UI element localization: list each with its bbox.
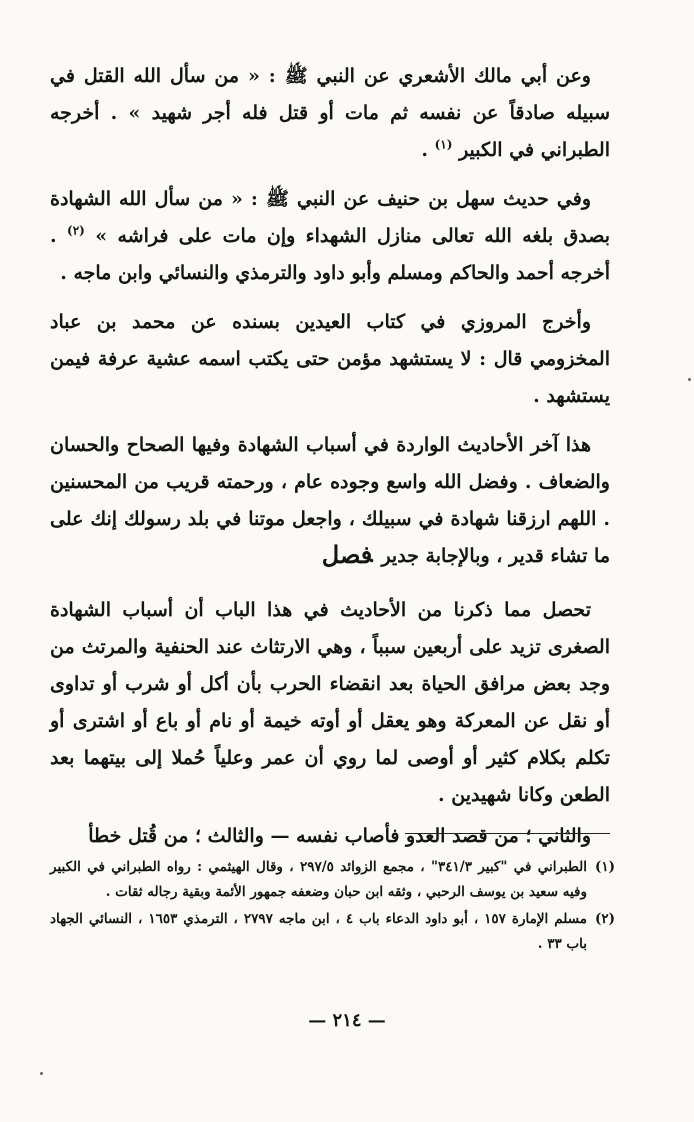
section-paragraph-2-text: والثاني ؛ من قصد العدو فأصاب نفسه — والثالث ؛ من قُتل خطأ	[88, 825, 591, 847]
paragraph-4-text: هذا آخر الأحاديث الواردة في أسباب الشهادة وفيها الصحاح والحسان والضعاف . وفضل الله واسع وجوده عام ، ورحمته قريب من المحسنين . اللهم ارزقنا شهادة في سبيلك ، واجعل موتنا في بلد رسولك إنك على ما تشاء قدير ، وبالإجابة جدير .	[50, 434, 610, 567]
paragraph-3	[50, 304, 610, 415]
scan-speck	[688, 378, 691, 381]
main-text-top	[50, 58, 610, 575]
footnote-2-text: مسلم الإمارة ١٥٧ ، أبو داود الدعاء باب ٤ ، ابن ماجه ٢٧٩٧ ، الترمذي ١٦٥٣ ، النسائي الجهاد باب ٣٣ .	[50, 911, 587, 952]
paragraph-2	[50, 181, 610, 292]
scan-speck	[40, 1072, 43, 1075]
paragraph-1	[50, 58, 610, 169]
footnote-2	[50, 907, 615, 957]
paragraph-1-text: وعن أبي مالك الأشعري عن النبي ﷺ : « من سأل الله القتل في سبيله صادقاً عن نفسه ثم مات أو قتل فله أجر شهيد » . أخرجه الطبراني في الكبير	[50, 65, 610, 161]
section-paragraph-2	[50, 818, 610, 855]
footnote-ref-1[interactable]: (١)	[434, 137, 453, 152]
paragraph-3-text: وأخرج المروزي في كتاب العيدين بسنده عن محمد بن عباد المخزومي قال : لا يستشهد مؤمن حتى يكتب اسمه عشية عرفة فيمن يستشهد .	[50, 311, 610, 407]
footnote-divider	[405, 833, 610, 834]
paragraph-1-tail: .	[421, 139, 435, 161]
section-heading-text: فصل	[321, 540, 373, 569]
main-text-bottom	[50, 592, 610, 855]
paragraph-2-text: وفي حديث سهل بن حنيف عن النبي ﷺ : « من سأل الله الشهادة بصدق بلغه الله تعالى منازل الشهداء وإن مات على فراشه »	[50, 188, 610, 247]
section-paragraph-1	[50, 592, 610, 814]
paragraph-2-tail: . أخرجه أحمد والحاكم ومسلم وأبو داود والترمذي والنسائي وابن ماجه .	[50, 225, 610, 284]
footnote-2-number: (٢)	[594, 911, 615, 927]
section-paragraph-1-text: تحصل مما ذكرنا من الأحاديث في هذا الباب أن أسباب الشهادة الصغرى تزيد على أربعين سبباً ، وهي الارتثاث عند الحنفية والمرتث من وجد بعض مرافق الحياة بعد انقضاء الحرب بأن أكل أو شرب أو تداوى أو نقل عن المعركة وهو يعقل أو أوته خيمة أو نام أو باع أو اشترى أو تكلم بكلام كثير أو أوصى لما روي أن عمر وعلياً حُملا إلى بيتهما بعد الطعن وكانا شهيدين .	[50, 599, 610, 806]
footnote-1-number: (١)	[594, 859, 615, 875]
section-heading	[0, 540, 694, 569]
page-number: — ٢١٤ —	[308, 1010, 386, 1031]
footnote-ref-2[interactable]: (٢)	[67, 223, 85, 238]
footnotes	[50, 855, 615, 959]
footnote-1	[50, 855, 615, 905]
footnote-1-text: الطبراني في "كبير ٣٤١/٣" ، مجمع الزوائد ٢٩٧/٥ ، وقال الهيثمي : رواه الطبراني في الكبير وفيه سعيد بن يوسف الرحبي ، وثقه ابن حبان وضعفه جمهور الأئمة وبقية رجاله ثقات .	[50, 859, 587, 900]
